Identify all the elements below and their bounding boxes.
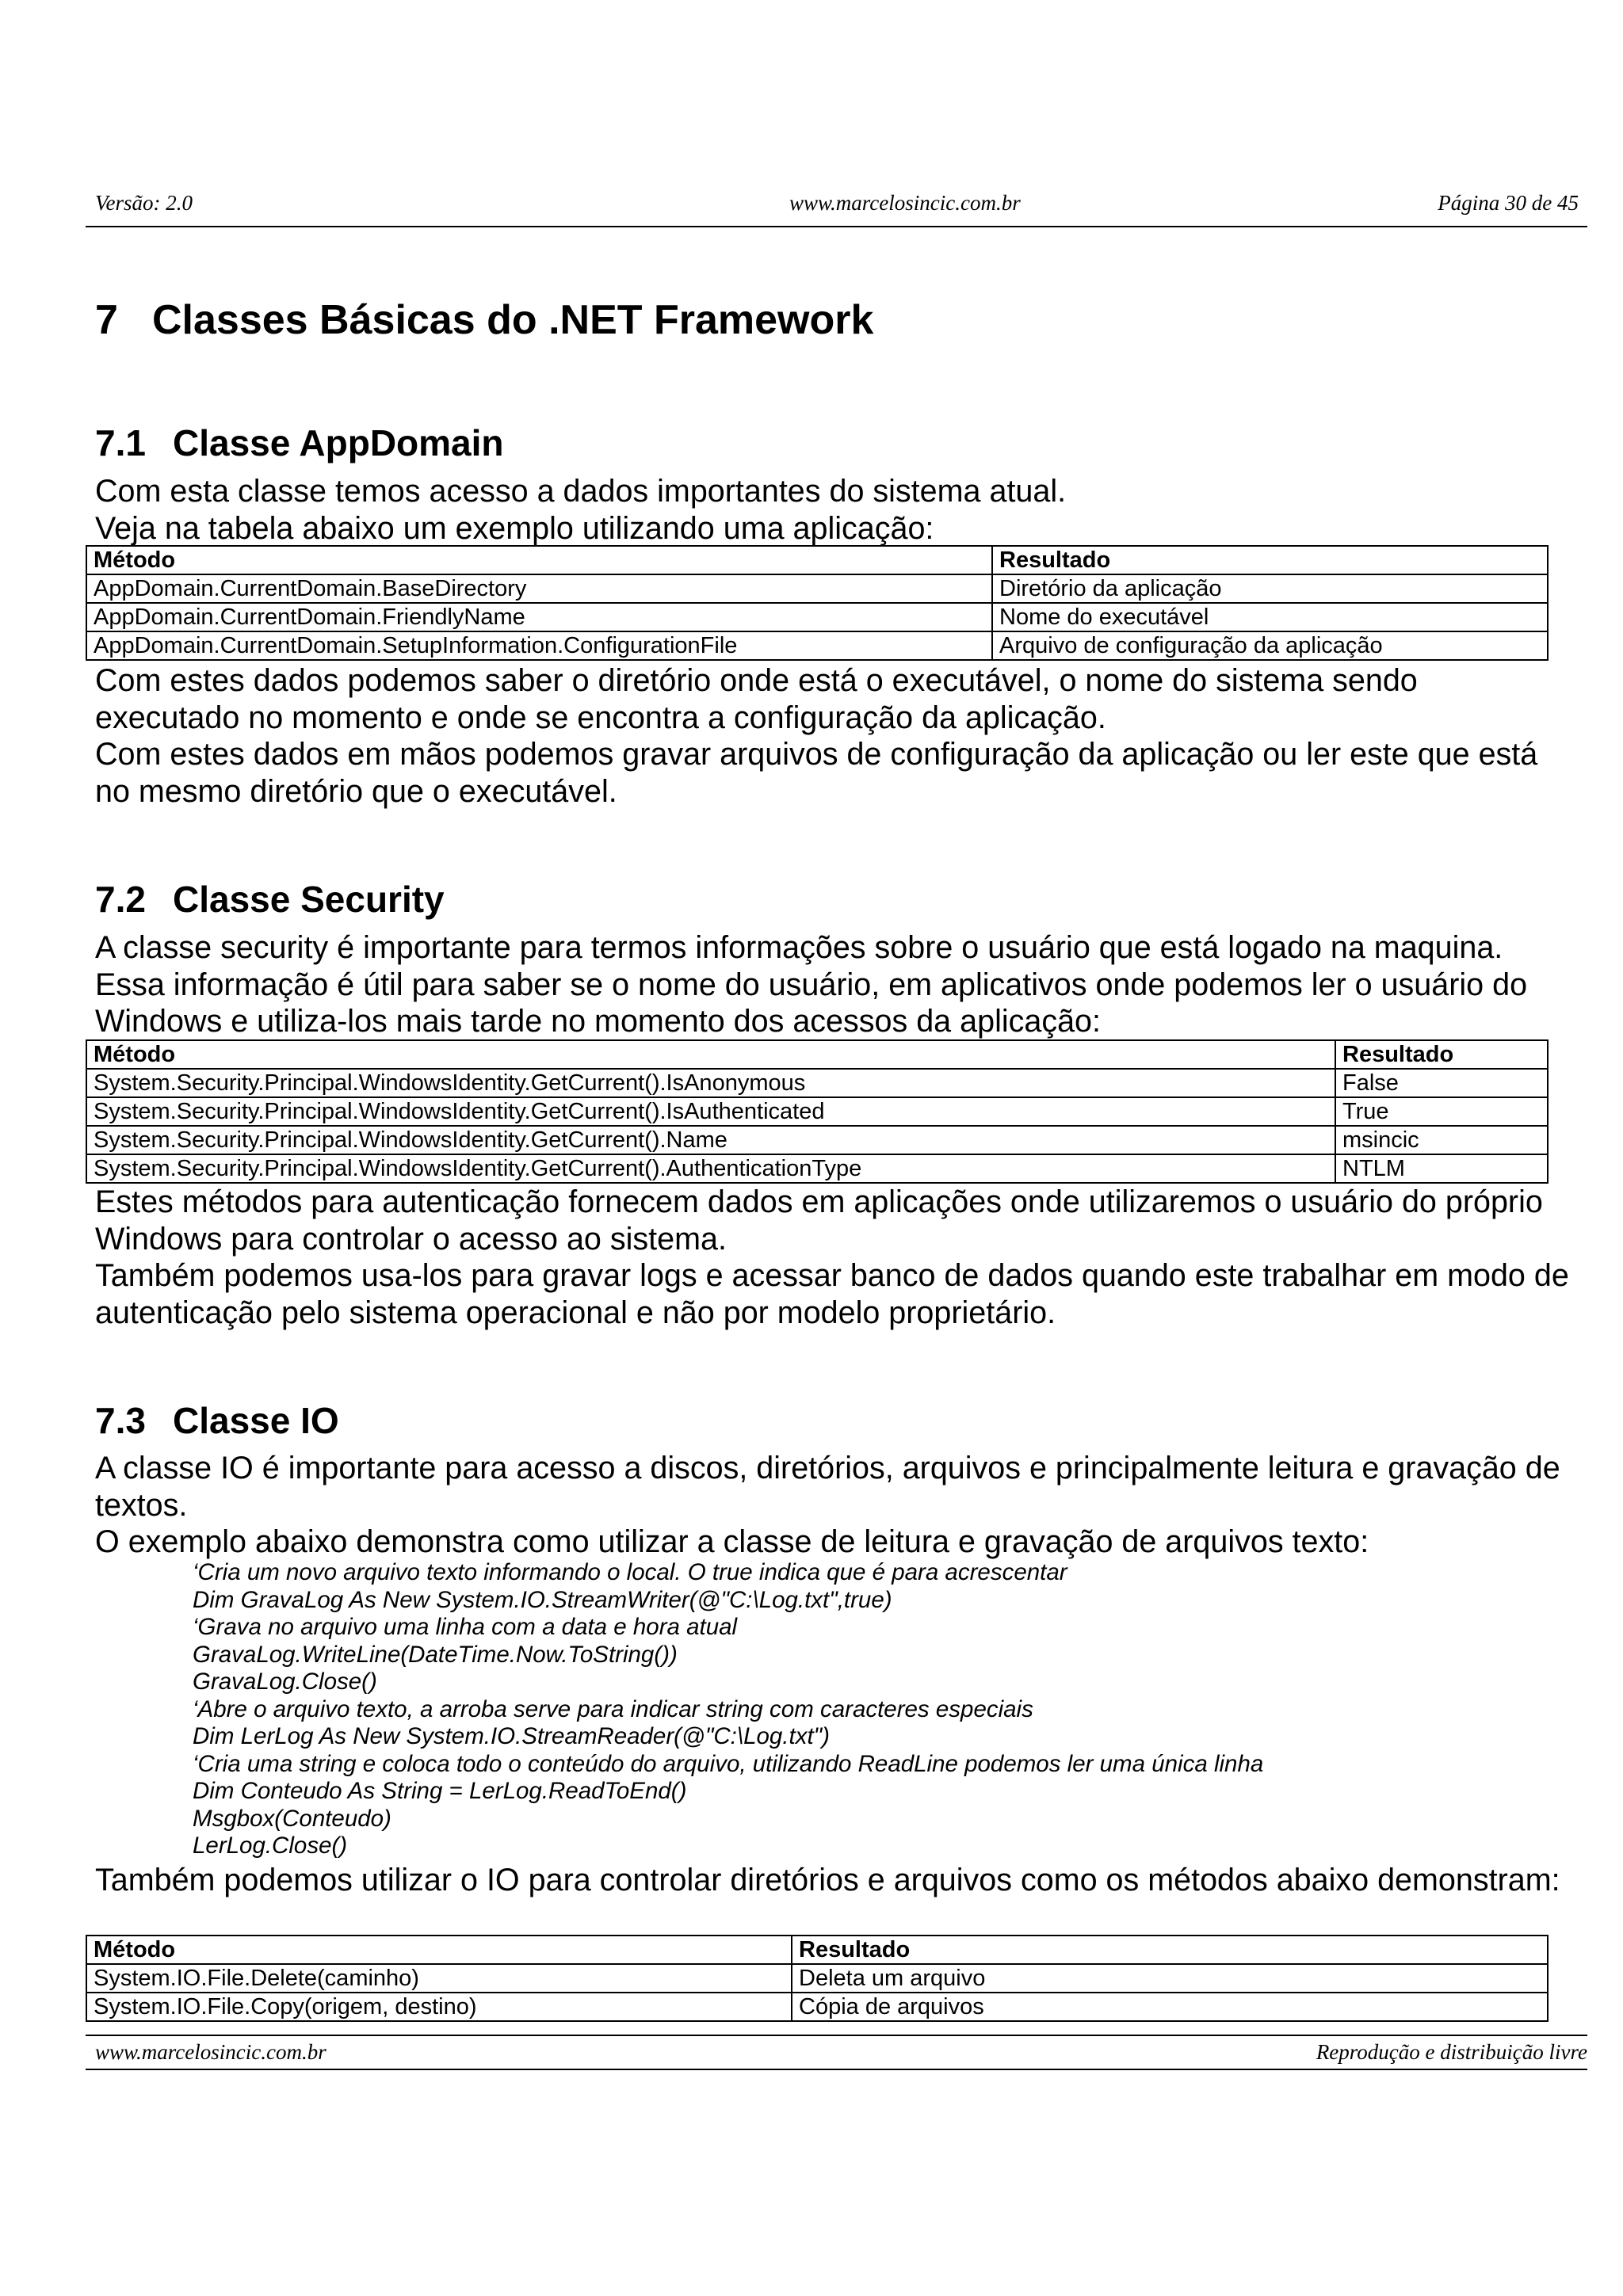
table-cell: Diretório da aplicação [992, 574, 1548, 603]
paragraph: Também podemos utilizar o IO para controlar diretórios e arquivos como os métodos abaixo demonstram: [95, 1863, 1560, 1897]
column-header-metodo: Método [86, 546, 992, 574]
code-line: Dim GravaLog As New System.IO.StreamWriter(@"C:\Log.txt",true) [193, 1586, 892, 1613]
table-appdomain [86, 545, 1549, 661]
section-heading-security [95, 877, 445, 921]
table-cell: System.IO.File.Delete(caminho) [86, 1964, 792, 1993]
table-header-row [86, 1936, 1548, 1964]
code-line: GravaLog.Close() [193, 1669, 377, 1695]
table-cell: Cópia de arquivos [792, 1993, 1548, 2021]
code-line: Dim LerLog As New System.IO.StreamReader(@"C:\Log.txt") [193, 1723, 830, 1749]
header-site: www.marcelosincic.com.br [789, 191, 1021, 215]
table-cell: AppDomain.CurrentDomain.SetupInformation.ConfigurationFile [86, 631, 992, 660]
paragraph: A classe IO é importante para acesso a discos, diretórios, arquivos e principalmente leitura e gravação de textos. [95, 1451, 1560, 1523]
code-line: ‘Cria uma string e coloca todo o conteúdo do arquivo, utilizando ReadLine podemos ler uma única linha [193, 1750, 1264, 1777]
section-intro-security [95, 929, 1569, 1040]
footer-license: Reprodução e distribuição livre [1316, 2040, 1587, 2064]
table-header-row [86, 1040, 1548, 1069]
table-row [86, 631, 1548, 660]
code-sample [193, 1559, 1263, 1860]
section-after-io [95, 1862, 1569, 1899]
code-line: ‘Grava no arquivo uma linha com a data e hora atual [193, 1614, 738, 1640]
table-row [86, 574, 1548, 603]
table-row [86, 603, 1548, 631]
table-cell: False [1335, 1069, 1548, 1097]
paragraph: O exemplo abaixo demonstra como utilizar a classe de leitura e gravação de arquivos texto: [95, 1524, 1369, 1559]
paragraph: Com esta classe temos acesso a dados importantes do sistema atual. [95, 474, 1067, 509]
section-heading-io [95, 1398, 339, 1443]
paragraph: Também podemos usa-los para gravar logs e acessar banco de dados quando este trabalhar em modo de autenticação pelo sistema operacional e não por modelo proprietário. [95, 1258, 1569, 1330]
header-version: Versão: 2.0 [95, 191, 193, 215]
chapter-heading [95, 295, 873, 345]
section-number: 7.2 [95, 879, 146, 920]
table-cell: System.IO.File.Copy(origem, destino) [86, 1993, 792, 2021]
chapter-number: 7 [95, 297, 118, 343]
column-header-resultado: Resultado [1335, 1040, 1548, 1069]
paragraph: Veja na tabela abaixo um exemplo utilizando uma aplicação: [95, 510, 934, 546]
section-number: 7.1 [95, 422, 146, 463]
table-row [86, 1993, 1548, 2021]
paragraph: Com estes dados podemos saber o diretório onde está o executável, o nome do sistema sendo executado no momento e onde se encontra a configuração da aplicação. [95, 663, 1418, 735]
table-cell: System.Security.Principal.WindowsIdentity.GetCurrent().Name [86, 1126, 1335, 1154]
section-title: Classe IO [173, 1400, 339, 1441]
code-line: Dim Conteudo As String = LerLog.ReadToEnd() [193, 1778, 687, 1804]
paragraph: Estes métodos para autenticação fornecem dados em aplicações onde utilizaremos o usuário do próprio Windows para controlar o acesso ao sistema. [95, 1184, 1543, 1257]
chapter-title: Classes Básicas do .NET Framework [152, 297, 874, 343]
table-cell: System.Security.Principal.WindowsIdentity.GetCurrent().IsAnonymous [86, 1069, 1335, 1097]
footer-bottom-rule [86, 2069, 1587, 2070]
footer-site: www.marcelosincic.com.br [95, 2040, 327, 2064]
table-row [86, 1154, 1548, 1183]
table-cell: Deleta um arquivo [792, 1964, 1548, 1993]
section-intro-appdomain [95, 473, 1569, 547]
code-line: ‘Cria um novo arquivo texto informando o local. O true indica que é para acrescentar [193, 1559, 1067, 1585]
header-rule [86, 226, 1587, 227]
table-row [86, 1069, 1548, 1097]
table-cell: AppDomain.CurrentDomain.FriendlyName [86, 603, 992, 631]
table-cell: Nome do executável [992, 603, 1548, 631]
section-heading-appdomain [95, 421, 504, 465]
code-line: ‘Abre o arquivo texto, a arroba serve para indicar string com caracteres especiais [193, 1695, 1033, 1722]
section-title: Classe AppDomain [173, 422, 504, 463]
code-line: GravaLog.WriteLine(DateTime.Now.ToString()) [193, 1641, 678, 1668]
header-page-number: Página 30 de 45 [1438, 191, 1579, 215]
column-header-resultado: Resultado [792, 1936, 1548, 1964]
table-cell: msincic [1335, 1126, 1548, 1154]
table-row [86, 1964, 1548, 1993]
column-header-metodo: Método [86, 1040, 1335, 1069]
table-cell: AppDomain.CurrentDomain.BaseDirectory [86, 574, 992, 603]
table-security [86, 1039, 1549, 1184]
section-after-security [95, 1184, 1569, 1331]
section-after-appdomain [95, 662, 1569, 810]
section-intro-io [95, 1450, 1569, 1561]
column-header-resultado: Resultado [992, 546, 1548, 574]
code-line: Msgbox(Conteudo) [193, 1805, 391, 1832]
column-header-metodo: Método [86, 1936, 792, 1964]
section-title: Classe Security [173, 879, 445, 920]
table-io [86, 1935, 1549, 2022]
table-cell: System.Security.Principal.WindowsIdentity.GetCurrent().AuthenticationType [86, 1154, 1335, 1183]
section-number: 7.3 [95, 1400, 146, 1441]
footer-top-rule [86, 2035, 1587, 2036]
paragraph: Com estes dados em mãos podemos gravar arquivos de configuração da aplicação ou ler este que está no mesmo diretório que o executável. [95, 737, 1538, 809]
table-cell: Arquivo de configuração da aplicação [992, 631, 1548, 660]
table-row [86, 1126, 1548, 1154]
table-cell: System.Security.Principal.WindowsIdentity.GetCurrent().IsAuthenticated [86, 1097, 1335, 1126]
code-line: LerLog.Close() [193, 1833, 348, 1859]
table-cell: NTLM [1335, 1154, 1548, 1183]
paragraph: A classe security é importante para termos informações sobre o usuário que está logado na maquina. Essa informação é útil para saber se o nome do usuário, em aplicativos onde podemos ler o usuário do Windows e utiliza-los mais tarde no momento dos acessos da aplicação: [95, 930, 1528, 1039]
table-row [86, 1097, 1548, 1126]
table-header-row [86, 546, 1548, 574]
table-cell: True [1335, 1097, 1548, 1126]
